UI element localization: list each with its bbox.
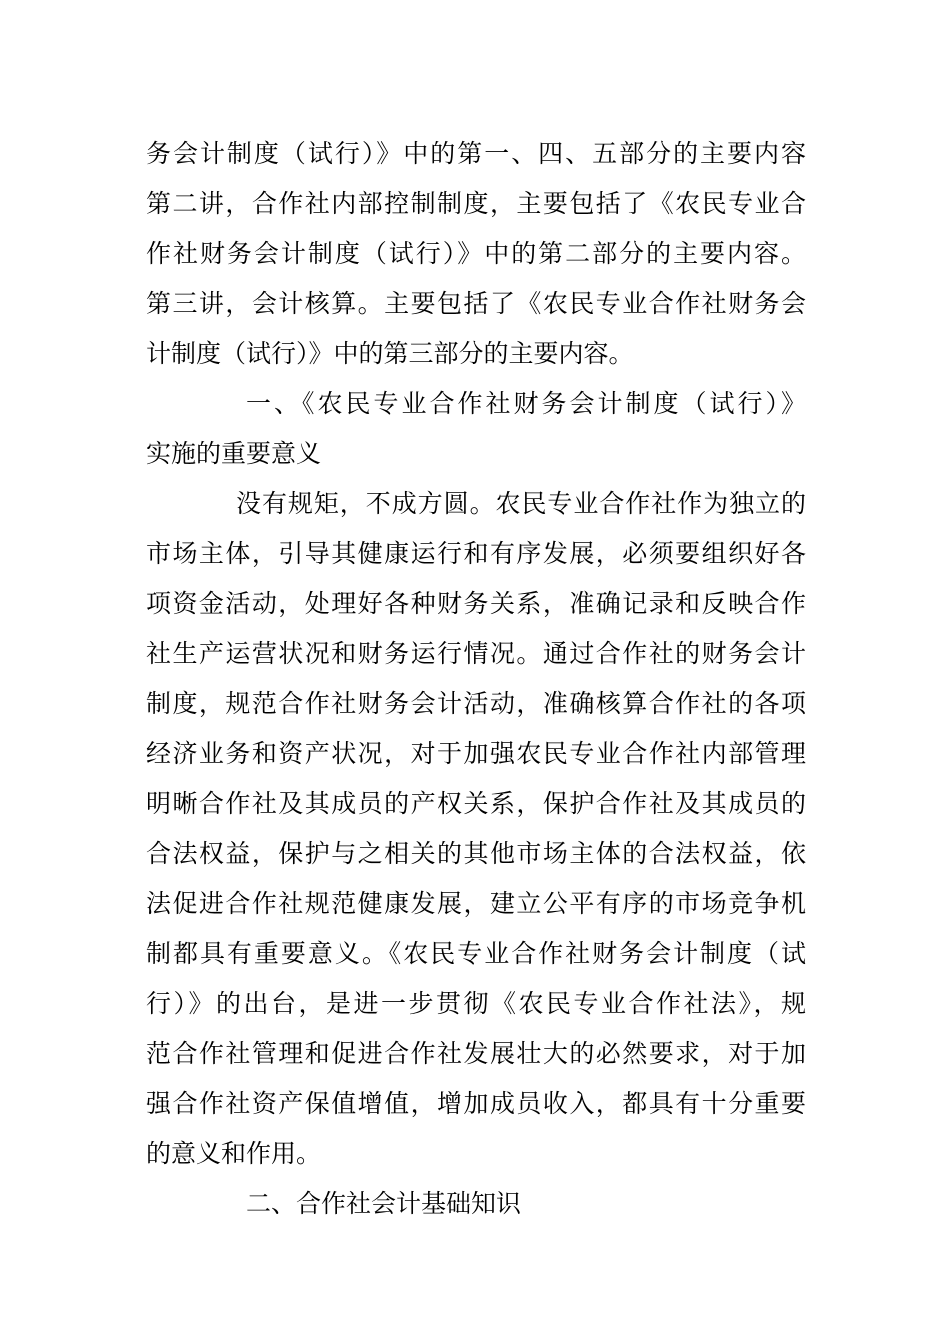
paragraph-line-10: 制都具有重要意义。《农民专业合作社财务会计制度（试 bbox=[146, 939, 806, 968]
paragraph-line-8: 合法权益，保护与之相关的其他市场主体的合法权益，依 bbox=[146, 839, 806, 868]
paragraph-line-3: 项资金活动，处理好各种财务关系，准确记录和反映合作 bbox=[146, 589, 806, 618]
section-heading-1-line-1: 一、《农民专业合作社财务会计制度（试行）》 bbox=[246, 389, 806, 418]
intro-line-4: 第三讲，会计核算。主要包括了《农民专业合作社财务会 bbox=[146, 289, 806, 318]
paragraph-line-13: 强合作社资产保值增值，增加成员收入，都具有十分重要 bbox=[146, 1089, 806, 1118]
paragraph-line-11: 行）》的出台，是进一步贯彻《农民专业合作社法》，规 bbox=[146, 989, 806, 1018]
paragraph-line-5: 制度，规范合作社财务会计活动，准确核算合作社的各项 bbox=[146, 689, 806, 718]
paragraph-line-14: 的意义和作用。 bbox=[146, 1139, 322, 1168]
intro-line-5: 计制度（试行）》中的第三部分的主要内容。 bbox=[146, 339, 634, 368]
paragraph-line-9: 法促进合作社规范健康发展，建立公平有序的市场竞争机 bbox=[146, 889, 806, 918]
section-heading-1-line-2: 实施的重要意义 bbox=[146, 439, 322, 468]
paragraph-line-2: 市场主体，引导其健康运行和有序发展，必须要组织好各 bbox=[146, 539, 806, 568]
paragraph-line-1: 没有规矩，不成方圆。农民专业合作社作为独立的 bbox=[236, 489, 806, 518]
intro-line-2: 第二讲，合作社内部控制制度，主要包括了《农民专业合 bbox=[146, 189, 806, 218]
section-heading-2: 二、合作社会计基础知识 bbox=[246, 1189, 522, 1218]
intro-line-3: 作社财务会计制度（试行）》中的第二部分的主要内容。 bbox=[146, 239, 806, 268]
paragraph-line-6: 经济业务和资产状况，对于加强农民专业合作社内部管理 bbox=[146, 739, 806, 768]
paragraph-line-4: 社生产运营状况和财务运行情况。通过合作社的财务会计 bbox=[146, 639, 806, 668]
paragraph-line-7: 明晰合作社及其成员的产权关系，保护合作社及其成员的 bbox=[146, 789, 806, 818]
paragraph-line-12: 范合作社管理和促进合作社发展壮大的必然要求，对于加 bbox=[146, 1039, 806, 1068]
intro-line-1: 务会计制度（试行）》中的第一、四、五部分的主要内容 bbox=[146, 139, 806, 168]
